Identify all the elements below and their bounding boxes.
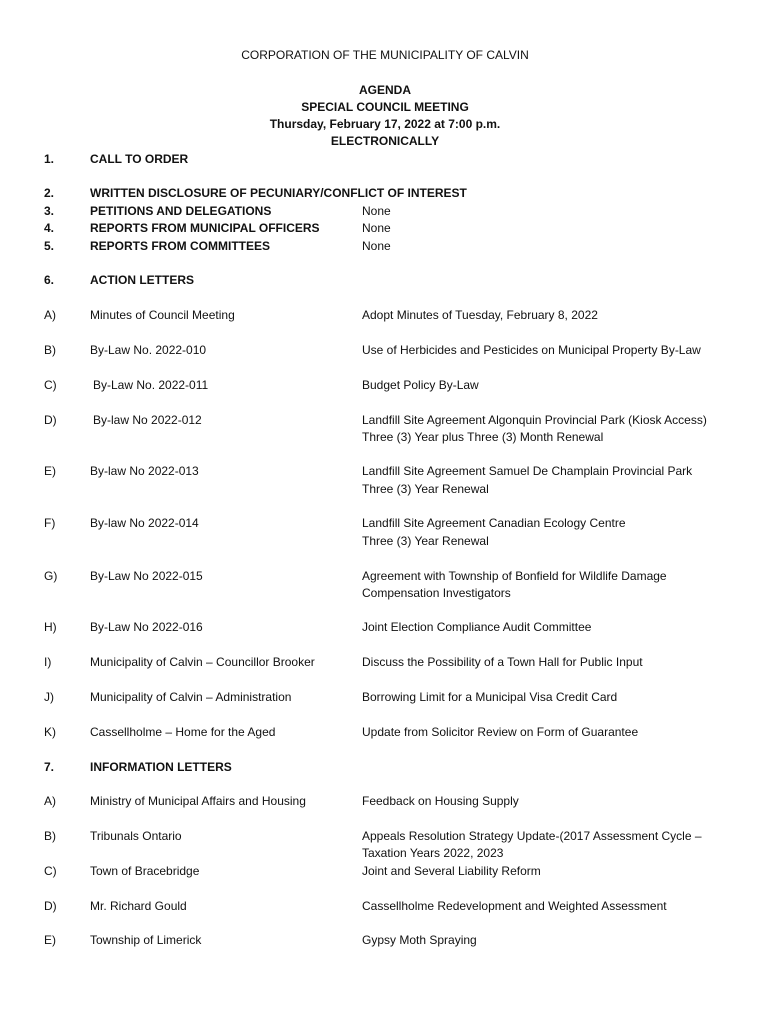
item-letter: A) xyxy=(44,794,56,808)
section-title: CALL TO ORDER xyxy=(90,152,189,166)
item-letter: H) xyxy=(44,620,57,634)
item-description: Appeals Resolution Strategy Update-(2017 Assessment Cycle – xyxy=(362,829,702,843)
item-letter: C) xyxy=(44,864,57,878)
item-description-cont: Compensation Investigators xyxy=(362,586,511,600)
section-number: 4. xyxy=(44,221,55,235)
item-description: Agreement with Township of Bonfield for Wildlife Damage xyxy=(362,569,667,583)
item-name: Minutes of Council Meeting xyxy=(90,308,235,322)
item-letter: A) xyxy=(44,308,56,322)
item-description: Budget Policy By-Law xyxy=(362,378,479,392)
item-letter: C) xyxy=(44,378,57,392)
item-name: Mr. Richard Gould xyxy=(90,899,187,913)
item-name: Town of Bracebridge xyxy=(90,864,200,878)
item-description-cont: Three (3) Year Renewal xyxy=(362,534,489,548)
item-letter: K) xyxy=(44,725,56,739)
item-name: Township of Limerick xyxy=(90,933,202,947)
item-description: Borrowing Limit for a Municipal Visa Credit Card xyxy=(362,690,618,704)
section-note: None xyxy=(362,204,391,218)
meeting-date: Thursday, February 17, 2022 at 7:00 p.m. xyxy=(269,117,501,131)
section-title: ACTION LETTERS xyxy=(90,273,194,287)
meeting-mode: ELECTRONICALLY xyxy=(330,134,440,148)
item-letter: B) xyxy=(44,829,56,843)
section-title: INFORMATION LETTERS xyxy=(90,760,232,774)
section-number: 1. xyxy=(44,152,55,166)
agenda-heading: AGENDA xyxy=(358,83,411,97)
item-description: Use of Herbicides and Pesticides on Municipal Property By-Law xyxy=(362,343,701,357)
item-description-cont: Taxation Years 2022, 2023 xyxy=(362,846,504,860)
item-description-cont: Three (3) Year plus Three (3) Month Renewal xyxy=(362,430,604,444)
section-title: WRITTEN DISCLOSURE OF PECUNIARY/CONFLICT OF INTEREST xyxy=(90,186,467,200)
section-number: 7. xyxy=(44,760,55,774)
item-letter: I) xyxy=(44,655,52,669)
item-letter: E) xyxy=(44,933,56,947)
item-name: By-Law No 2022-015 xyxy=(90,569,203,583)
item-name: By-law No 2022-012 xyxy=(93,413,202,427)
section-note: None xyxy=(362,239,391,253)
item-description: Landfill Site Agreement Algonquin Provincial Park (Kiosk Access) xyxy=(362,413,707,427)
section-title: REPORTS FROM MUNICIPAL OFFICERS xyxy=(90,221,320,235)
item-letter: J) xyxy=(44,690,54,704)
item-description: Cassellholme Redevelopment and Weighted Assessment xyxy=(362,899,667,913)
section-number: 5. xyxy=(44,239,55,253)
item-letter: B) xyxy=(44,343,56,357)
item-description: Discuss the Possibility of a Town Hall for Public Input xyxy=(362,655,643,669)
item-name: By-law No 2022-014 xyxy=(90,516,199,530)
item-letter: D) xyxy=(44,899,57,913)
item-name: Municipality of Calvin – Councillor Brooker xyxy=(90,655,315,669)
item-description: Joint and Several Liability Reform xyxy=(362,864,541,878)
item-description: Adopt Minutes of Tuesday, February 8, 2022 xyxy=(362,308,598,322)
item-description-cont: Three (3) Year Renewal xyxy=(362,482,489,496)
section-number: 2. xyxy=(44,186,55,200)
item-letter: F) xyxy=(44,516,56,530)
section-number: 3. xyxy=(44,204,55,218)
meeting-type: SPECIAL COUNCIL MEETING xyxy=(301,100,469,114)
item-name: By-Law No. 2022-011 xyxy=(93,378,209,392)
item-name: Ministry of Municipal Affairs and Housing xyxy=(90,794,306,808)
item-name: Cassellholme – Home for the Aged xyxy=(90,725,276,739)
section-title: PETITIONS AND DELEGATIONS xyxy=(90,204,272,218)
item-description: Feedback on Housing Supply xyxy=(362,794,519,808)
item-letter: E) xyxy=(44,464,56,478)
organization-title: CORPORATION OF THE MUNICIPALITY OF CALVIN xyxy=(241,48,529,62)
item-description: Joint Election Compliance Audit Committee xyxy=(362,620,592,634)
section-number: 6. xyxy=(44,273,55,287)
item-name: By-law No 2022-013 xyxy=(90,464,199,478)
item-letter: D) xyxy=(44,413,57,427)
item-description: Landfill Site Agreement Samuel De Champlain Provincial Park xyxy=(362,464,693,478)
item-description: Landfill Site Agreement Canadian Ecology Centre xyxy=(362,516,626,530)
item-description: Update from Solicitor Review on Form of Guarantee xyxy=(362,725,639,739)
item-name: By-Law No 2022-016 xyxy=(90,620,203,634)
section-note: None xyxy=(362,221,391,235)
item-name: Tribunals Ontario xyxy=(90,829,182,843)
item-letter: G) xyxy=(44,569,58,583)
item-name: By-Law No. 2022-010 xyxy=(90,343,207,357)
item-description: Gypsy Moth Spraying xyxy=(362,933,477,947)
section-title: REPORTS FROM COMMITTEES xyxy=(90,239,270,253)
item-name: Municipality of Calvin – Administration xyxy=(90,690,292,704)
